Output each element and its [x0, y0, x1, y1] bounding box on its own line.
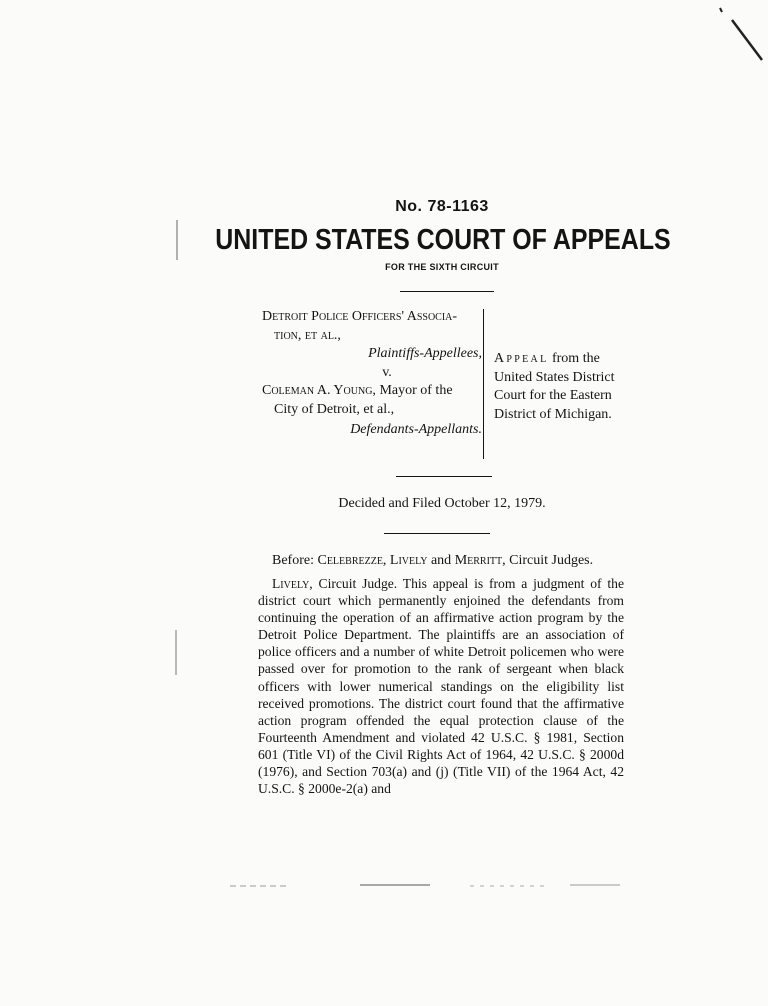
before-prefix: Before: — [272, 553, 318, 568]
before-suffix: , Circuit Judges. — [502, 553, 594, 568]
appeal-line1-rest: from the — [548, 351, 600, 366]
defendant-role: Defendants-Appellants. — [350, 422, 482, 437]
scan-margin-mark — [175, 220, 179, 690]
court-circuit: FOR THE SIXTH CIRCUIT — [385, 262, 499, 272]
caption-bracket — [483, 309, 484, 459]
plaintiff-role: Plaintiffs-Appellees, — [368, 346, 482, 361]
panel-judges — [272, 553, 593, 569]
defendant-line2: City of Detroit, et al., — [274, 401, 395, 417]
opinion-author: Lively — [272, 576, 310, 591]
before-sep1: , — [382, 553, 390, 568]
before-sep2: and — [427, 553, 455, 568]
case-caption — [262, 308, 484, 458]
docket-number: No. 78-1163 — [395, 198, 489, 215]
appeal-line3: Court for the Eastern — [494, 388, 612, 403]
divider-middle — [396, 476, 492, 477]
defendant-line1 — [262, 382, 484, 401]
scan-corner-mark — [718, 6, 768, 66]
plaintiff-name-line1: Detroit Police Officers' Associa- — [262, 309, 458, 324]
judge-merritt: Merritt — [454, 553, 503, 568]
opinion-paragraph — [258, 575, 624, 797]
opinion-text: , Circuit Judge. This appeal is from a judgment of the district court which permanently enjoined the defendants from continuing the operation of an affirmative action program by the Detroit Police Department. The plaintiffs are an association of police officers and a number of white Detroit policemen who were passed over for promotion to the rank of sergeant when black officers with lower numerical standings on the eligibility list received promotions. The district court found that the affirmative action program offended the equal protection clause of the Fourteenth Amendment and violated 42 U.S.C. § 1981, Section 601 (Title VI) of the Civil Rights Act of 1964, 42 U.S.C. § 2000d (1976), and Section 703(a) and (j) (Title VII) of the 1964 Act, 42 U.S.C. § 2000e-2(a) and — [258, 576, 624, 797]
scan-bottom-marks — [220, 880, 640, 892]
appeal-line4: District of Michigan. — [494, 406, 612, 422]
divider-bottom — [384, 533, 490, 534]
appeal-line2: United States District — [494, 369, 615, 385]
judge-celebrezze: Celebrezze — [317, 553, 383, 568]
versus: v. — [382, 364, 392, 380]
divider-top — [400, 291, 494, 292]
appeal-word: Appeal — [494, 351, 549, 366]
judge-lively: Lively — [389, 553, 428, 568]
plaintiff-name-line2: tion, et al., — [274, 327, 341, 343]
defendant-name: Coleman A. Young, — [262, 383, 376, 398]
appeal-notice — [494, 350, 626, 424]
defendant-title: Mayor of the — [375, 383, 453, 398]
court-title: UNITED STATES COURT OF APPEALS — [215, 224, 671, 256]
appeal-line1 — [494, 350, 626, 369]
decided-date: Decided and Filed October 12, 1979. — [338, 496, 546, 511]
